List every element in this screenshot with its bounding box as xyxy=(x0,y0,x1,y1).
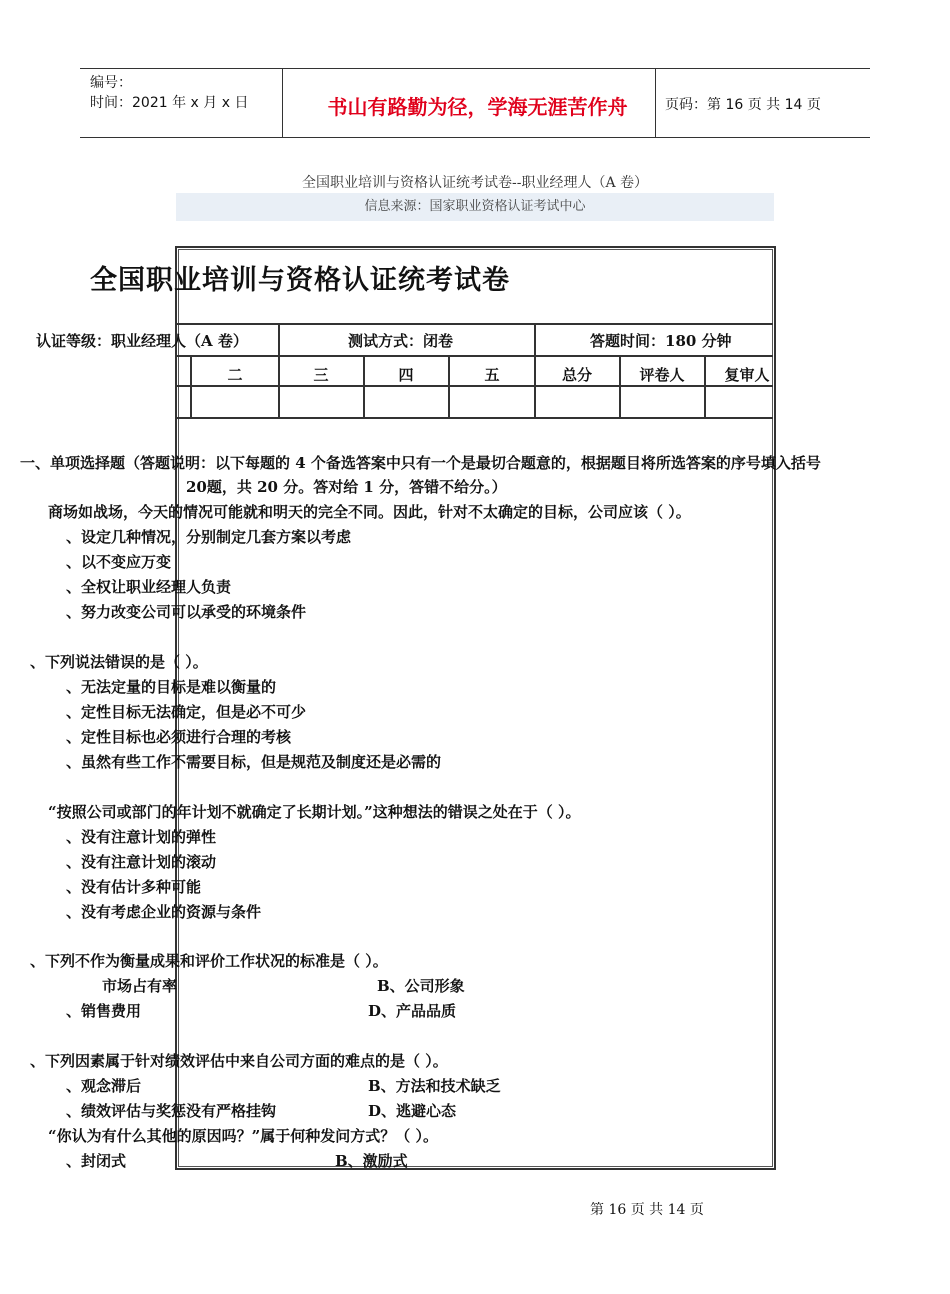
question-stem: “你认为有什么其他的原因吗？”属于何种发问方式？（ ）。 xyxy=(48,1127,438,1145)
section-heading: 一、单项选择题（答题说明：以下每题的 4 个备选答案中只有一个是最切合题意的，根据题目将所选答案的序号填入括号 xyxy=(20,454,821,472)
option: 、没有考虑企业的资源与条件 xyxy=(66,903,262,921)
header-divider xyxy=(655,69,656,137)
score-header: 三 xyxy=(313,366,329,384)
question-stem: 、下列说法错误的是（ ）。 xyxy=(30,653,208,671)
option: D、产品品质 xyxy=(368,1002,457,1020)
cell-divider xyxy=(190,355,192,417)
option: 、绩效评估与奖惩没有严格挂钩 xyxy=(66,1102,277,1120)
option: 市场占有率 xyxy=(102,977,178,995)
option: B、激励式 xyxy=(335,1152,408,1170)
option: 、设定几种情况，分别制定几套方案以考虑 xyxy=(66,528,352,546)
cert-level: 认证等级：职业经理人（A 卷） xyxy=(36,332,248,350)
header-page-code: 页码：第 16 页 共 14 页 xyxy=(665,97,821,113)
doc-number: 编号： xyxy=(90,75,132,91)
table-rule xyxy=(176,385,773,387)
option: 、观念滞后 xyxy=(66,1077,142,1095)
option: B、公司形象 xyxy=(377,977,465,995)
score-header: 四 xyxy=(398,366,414,384)
header-meta xyxy=(90,73,248,113)
test-duration: 答题时间：180 分钟 xyxy=(590,332,732,350)
question-stem: 、下列因素属于针对绩效评估中来自公司方面的难点的是（ ）。 xyxy=(30,1052,448,1070)
test-method: 测试方式：闭卷 xyxy=(348,332,454,350)
score-header: 评卷人 xyxy=(639,366,685,384)
score-header: 二 xyxy=(227,366,243,384)
main-title: 全国职业培训与资格认证统考试卷 xyxy=(90,265,510,296)
doc-subtitle: 全国职业培训与资格认证统考试卷--职业经理人（A 卷） xyxy=(301,175,649,191)
section-note: 20题，共 20 分。答对给 1 分，答错不给分。） xyxy=(186,478,507,496)
score-header: 总分 xyxy=(561,366,592,384)
option: 、无法定量的目标是难以衡量的 xyxy=(66,678,277,696)
header-divider xyxy=(282,69,283,137)
option: 、以不变应万变 xyxy=(66,553,172,571)
doc-time: 时间：2021 年 x 月 x 日 xyxy=(90,95,249,111)
option: 、没有注意计划的滚动 xyxy=(66,853,217,871)
option: 、全权让职业经理人负责 xyxy=(66,578,232,596)
page-footer: 第 16 页 共 14 页 xyxy=(590,1202,704,1218)
source-bar xyxy=(176,193,774,221)
question-stem: 商场如战场，今天的情况可能就和明天的完全不同。因此，针对不太确定的目标，公司应该（ ）。 xyxy=(48,503,691,521)
header-motto: 书山有路勤为径，学海无涯苦作舟 xyxy=(327,95,628,119)
option: 、定性目标无法确定，但是必不可少 xyxy=(66,703,307,721)
source-text: 信息来源：国家职业资格认证考试中心 xyxy=(364,199,586,214)
score-header: 五 xyxy=(484,366,500,384)
option: B、方法和技术缺乏 xyxy=(368,1077,501,1095)
option: 、努力改变公司可以承受的环境条件 xyxy=(66,603,307,621)
option: 、定性目标也必须进行合理的考核 xyxy=(66,728,292,746)
score-header: 复审人 xyxy=(724,366,770,384)
question-stem: 、下列不作为衡量成果和评价工作状况的标准是（ ）。 xyxy=(30,952,388,970)
cell-divider xyxy=(278,325,280,355)
question-stem: “按照公司或部门的年计划不就确定了长期计划。”这种想法的错误之处在于（ ）。 xyxy=(48,803,581,821)
cell-divider xyxy=(534,325,536,355)
option: 、销售费用 xyxy=(66,1002,142,1020)
score-table xyxy=(176,355,773,419)
option: 、没有估计多种可能 xyxy=(66,878,202,896)
option: 、虽然有些工作不需要目标，但是规范及制度还是必需的 xyxy=(66,753,442,771)
page-header xyxy=(80,68,870,138)
option: 、没有注意计划的弹性 xyxy=(66,828,217,846)
option: 、封闭式 xyxy=(66,1152,127,1170)
option: D、逃避心态 xyxy=(368,1102,457,1120)
